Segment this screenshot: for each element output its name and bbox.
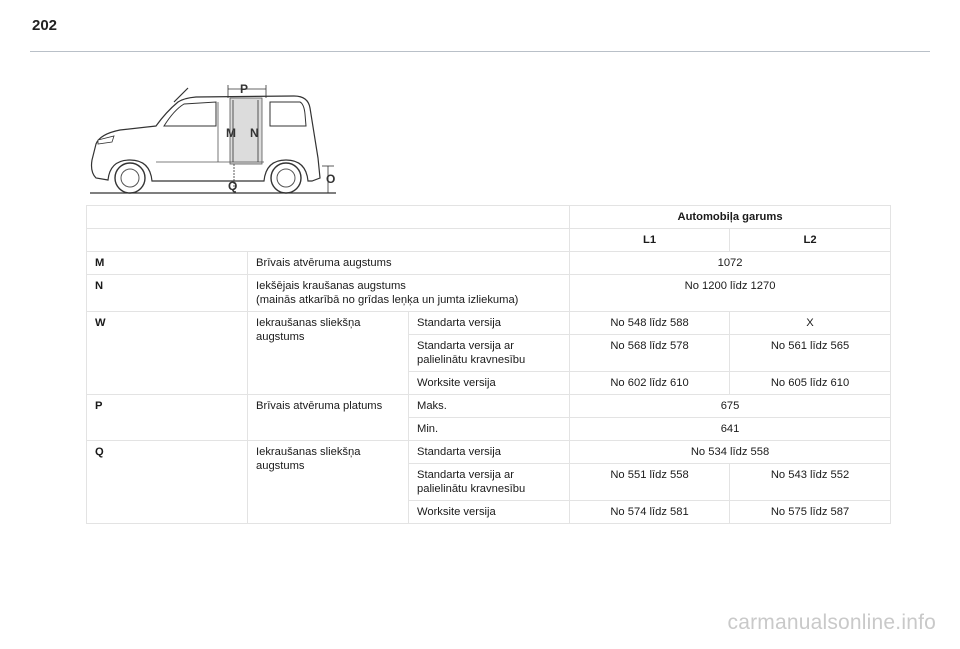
table-row [87, 275, 891, 312]
value-l2: No 543 līdz 552 [730, 464, 891, 501]
dimensions-table [86, 205, 891, 524]
subheader-empty-cell [87, 229, 570, 252]
table-row [87, 395, 891, 418]
row-code: W [87, 312, 248, 395]
row-value: 641 [570, 418, 891, 441]
page-number: 202 [32, 17, 58, 34]
table-row [87, 252, 891, 275]
header-l2: L2 [730, 229, 891, 252]
row-label-line2: (mainās atkarībā no grīdas leņķa un jumta izliekuma) [256, 294, 519, 306]
row-code: P [87, 395, 248, 441]
row-label: Brīvais atvēruma augstums [248, 252, 570, 275]
label-o: O [326, 172, 336, 186]
value-l2: No 605 līdz 610 [730, 372, 891, 395]
value-l2: No 575 līdz 587 [730, 501, 891, 524]
table-subheader-row [87, 229, 891, 252]
table-header-row [87, 206, 891, 229]
label-q: Q [228, 179, 238, 193]
row-label: Iekraušanas sliekšņa augstums [248, 312, 409, 395]
row-code: Q [87, 441, 248, 524]
sub-label: Standarta versija ar palielinātu kravnesību [409, 335, 570, 372]
table-row [87, 312, 891, 335]
row-label: Iekraušanas sliekšņa augstums [248, 441, 409, 524]
front-wheel-rim [121, 169, 139, 187]
row-code: N [87, 275, 248, 312]
table-row [87, 441, 891, 464]
row-label: Brīvais atvēruma platums [248, 395, 409, 441]
label-p: P [240, 82, 249, 96]
row-value: 675 [570, 395, 891, 418]
value-l1: No 574 līdz 581 [570, 501, 730, 524]
header-vehicle-length: Automobiļa garums [570, 206, 891, 229]
value-l1: No 551 līdz 558 [570, 464, 730, 501]
header-empty-cell [87, 206, 570, 229]
sub-label: Min. [409, 418, 570, 441]
label-m: M [226, 126, 236, 140]
sub-label: Maks. [409, 395, 570, 418]
sub-label: Standarta versija [409, 441, 570, 464]
rear-wheel-rim [277, 169, 295, 187]
header-divider [30, 51, 930, 52]
value-l2: No 561 līdz 565 [730, 335, 891, 372]
van-side-diagram [86, 80, 348, 198]
row-code: M [87, 252, 248, 275]
sub-label: Standarta versija ar palielinātu kravnesību [409, 464, 570, 501]
label-n: N [250, 126, 259, 140]
value-l1: No 602 līdz 610 [570, 372, 730, 395]
sub-label: Worksite versija [409, 372, 570, 395]
value-l1: No 548 līdz 588 [570, 312, 730, 335]
header-l1: L1 [570, 229, 730, 252]
rear-window [270, 102, 306, 126]
row-label [248, 275, 570, 312]
value-l1: No 568 līdz 578 [570, 335, 730, 372]
sub-label: Standarta versija [409, 312, 570, 335]
value-l2: X [730, 312, 891, 335]
watermark: carmanualsonline.info [727, 611, 936, 634]
van-side-diagram-svg [86, 80, 348, 198]
row-label-line1: Iekšējais kraušanas augstums [256, 280, 406, 292]
row-value: No 534 līdz 558 [570, 441, 891, 464]
sub-label: Worksite versija [409, 501, 570, 524]
row-value: No 1200 līdz 1270 [570, 275, 891, 312]
row-value: 1072 [570, 252, 891, 275]
